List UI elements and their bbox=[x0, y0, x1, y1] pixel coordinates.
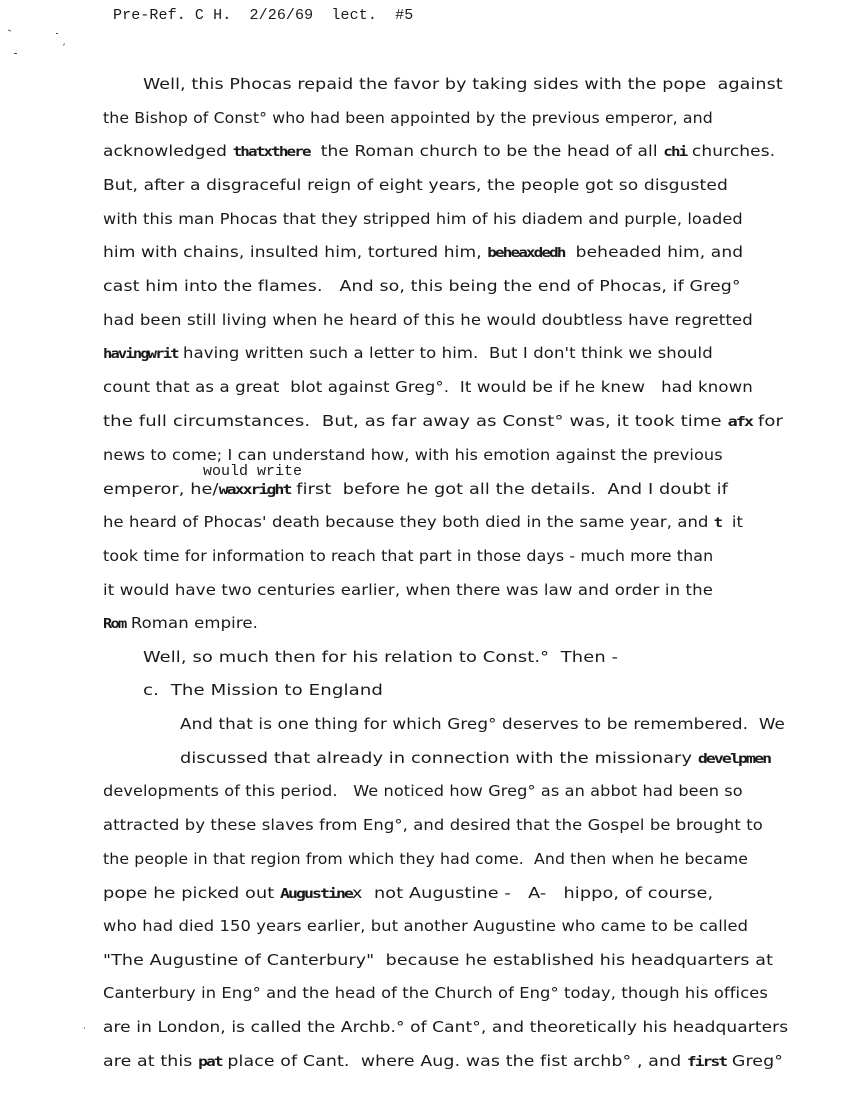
text-line bbox=[103, 816, 763, 834]
text-line bbox=[103, 884, 713, 902]
text-run: news to come; I can understand how, with his emotion against the previous bbox=[103, 446, 723, 464]
text-run: first before he got all the details. And I doubt if bbox=[290, 480, 728, 498]
text-run: had been still living when he heard of this he would doubtless have regretted bbox=[103, 311, 753, 329]
text-run: pope he picked out bbox=[103, 884, 281, 902]
text-run: cast him into the flames. And so, this being the end of Phocas, if Greg° bbox=[103, 277, 741, 295]
text-line bbox=[103, 210, 743, 228]
text-run: attracted by these slaves from Eng°, and desired that the Gospel be brought to bbox=[103, 816, 763, 834]
struck-out-text: pat bbox=[198, 1055, 222, 1070]
text-run: Roman empire. bbox=[125, 614, 259, 632]
text-line bbox=[143, 681, 383, 699]
text-run: x not Augustine - A- hippo, of course, bbox=[352, 884, 714, 902]
text-line bbox=[103, 277, 741, 295]
struck-out-text: Augustine bbox=[280, 887, 353, 902]
text-line bbox=[103, 951, 773, 969]
text-run: developments of this period. We noticed how Greg° as an abbot had been so bbox=[103, 782, 743, 800]
text-run: are at this bbox=[103, 1052, 199, 1070]
text-line bbox=[103, 344, 713, 362]
struck-out-text: chi bbox=[663, 145, 687, 160]
struck-out-text: t bbox=[713, 516, 722, 531]
text-run: c. The Mission to England bbox=[143, 681, 384, 699]
text-run: with this man Phocas that they stripped him of his diadem and purple, loaded bbox=[103, 210, 743, 228]
text-line bbox=[103, 378, 753, 396]
text-line bbox=[180, 749, 770, 767]
text-run: for bbox=[752, 412, 784, 430]
struck-out-text: first bbox=[686, 1055, 727, 1070]
text-run: took time for information to reach that part in those days - much more than bbox=[103, 547, 714, 565]
text-line bbox=[103, 446, 723, 464]
text-run: discussed that already in connection with the missionary bbox=[180, 749, 698, 767]
text-line bbox=[143, 648, 618, 666]
text-line bbox=[103, 917, 748, 935]
text-run: the Bishop of Const° who had been appointed by the previous emperor, and bbox=[103, 109, 713, 127]
interlinear-insertion: would write bbox=[203, 463, 303, 480]
text-line bbox=[103, 782, 743, 800]
text-line bbox=[103, 850, 748, 868]
text-line bbox=[103, 311, 753, 329]
text-line bbox=[103, 142, 775, 160]
text-run: he heard of Phocas' death because they both died in the same year, and bbox=[103, 513, 714, 531]
text-line bbox=[103, 1052, 783, 1070]
ink-speck bbox=[8, 29, 11, 31]
struck-out-text: beheaxdedh bbox=[487, 246, 565, 261]
text-run: him with chains, insulted him, tortured him, bbox=[103, 243, 488, 261]
text-line bbox=[103, 109, 713, 127]
text-run: And that is one thing for which Greg° deserves to be remembered. We bbox=[180, 715, 785, 733]
text-run: "The Augustine of Canterbury" because he established his headquarters at bbox=[103, 951, 774, 969]
text-run: who had died 150 years earlier, but another Augustine who came to be called bbox=[103, 917, 749, 935]
text-run: beheaded him, and bbox=[564, 243, 744, 261]
text-line bbox=[103, 480, 728, 498]
ink-speck bbox=[56, 33, 58, 34]
text-run: having written such a letter to him. But I don't think we should bbox=[177, 344, 713, 362]
text-run: acknowledged bbox=[103, 142, 233, 160]
text-run: churches. bbox=[686, 142, 776, 160]
text-run: it bbox=[721, 513, 744, 531]
text-line bbox=[103, 513, 743, 531]
struck-out-text: develpmen bbox=[697, 752, 771, 767]
text-run: Well, this Phocas repaid the favor by taking sides with the pope against bbox=[143, 75, 783, 93]
struck-out-text: havingwrit bbox=[103, 347, 178, 362]
text-run: Canterbury in Eng° and the head of the Church of Eng° today, though his offices bbox=[103, 984, 768, 1002]
text-run: Greg° bbox=[726, 1052, 784, 1070]
text-line bbox=[103, 614, 258, 632]
ink-speck bbox=[63, 43, 65, 45]
text-line bbox=[103, 243, 743, 261]
text-line bbox=[103, 984, 768, 1002]
text-run: the Roman church to be the head of all bbox=[309, 142, 664, 160]
struck-out-text: Rom bbox=[103, 617, 126, 632]
struck-out-text: waxxright bbox=[218, 483, 291, 498]
struck-out-text: afx bbox=[727, 415, 753, 430]
text-run: But, after a disgraceful reign of eight years, the people got so disgusted bbox=[103, 176, 728, 194]
ink-speck bbox=[14, 53, 17, 54]
text-line bbox=[143, 75, 783, 93]
text-line bbox=[103, 412, 783, 430]
text-line bbox=[103, 581, 713, 599]
text-run: count that as a great blot against Greg°. It would be if he knew had known bbox=[103, 378, 753, 396]
text-line bbox=[180, 715, 785, 733]
page-header: Pre-Ref. C H. 2/26/69 lect. #5 bbox=[113, 7, 414, 24]
text-run: place of Cant. where Aug. was the fist archb° , and bbox=[221, 1052, 687, 1070]
text-run: are in London, is called the Archb.° of Cant°, and theoretically his headquarters bbox=[103, 1018, 789, 1036]
ink-speck bbox=[84, 1027, 85, 1029]
text-run: the full circumstances. But, as far away as Const° was, it took time bbox=[103, 412, 728, 430]
struck-out-text: thatxthere bbox=[232, 145, 310, 160]
text-run: emperor, he/ bbox=[103, 480, 219, 498]
text-run: Well, so much then for his relation to Const.° Then - bbox=[143, 648, 619, 666]
text-line bbox=[103, 176, 728, 194]
text-line bbox=[103, 547, 713, 565]
text-run: it would have two centuries earlier, when there was law and order in the bbox=[103, 581, 714, 599]
text-line bbox=[103, 1018, 788, 1036]
text-run: the people in that region from which they had come. And then when he became bbox=[103, 850, 749, 868]
